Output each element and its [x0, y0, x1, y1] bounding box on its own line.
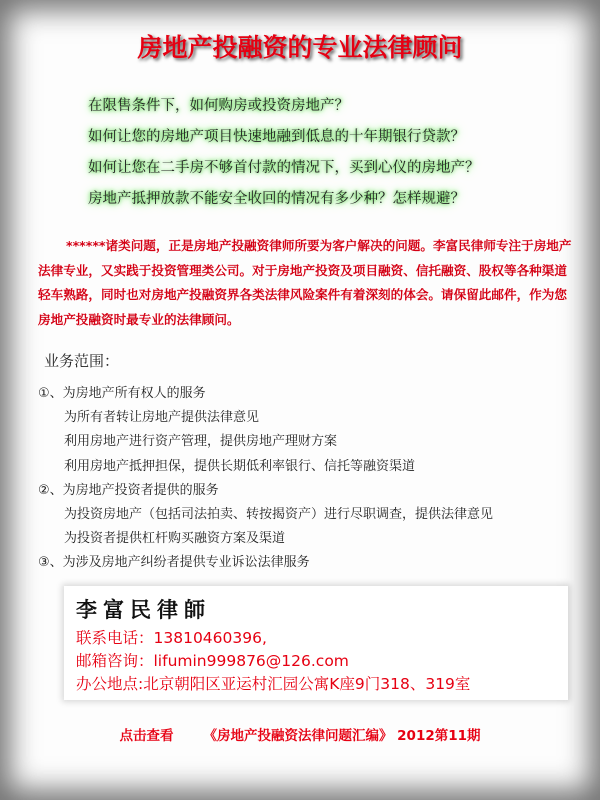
footer-line [0, 724, 600, 744]
scope-heading: 业务范围： [44, 352, 120, 370]
intro-paragraph [38, 234, 574, 332]
publication-title[interactable]: 《房地产投融资法律问题汇编》 2012第11期 [203, 728, 481, 744]
question-item: 房地产抵押放款不能安全收回的情况有多少种？怎样规避？ [88, 191, 465, 207]
contact-card [64, 586, 568, 700]
service-item: 为所有者转让房地产提供法律意见 [64, 410, 260, 426]
service-item: 利用房地产进行资产管理，提供房地产理财方案 [64, 434, 338, 450]
question-item: 在限售条件下，如何购房或投资房地产？ [88, 98, 349, 114]
question-item: 如何让您在二手房不够首付款的情况下，买到心仪的房地产？ [88, 160, 480, 176]
service-item: 为投资房地产（包括司法拍卖、转按揭资产）进行尽职调查，提供法律意见 [64, 506, 494, 522]
service-category: ②、为房地产投资者提供的服务 [38, 482, 219, 498]
service-category: ③、为涉及房地产纠纷者提供专业诉讼法律服务 [38, 555, 310, 571]
contact-address: 办公地点:北京朝阳区亚运村汇园公寓K座9门318、319室 [76, 675, 471, 693]
page-title: 房地产投融资的专业法律顾问 [137, 33, 463, 62]
contact-phone: 联系电话：13810460396, [76, 629, 267, 647]
service-item: 利用房地产抵押担保，提供长期低利率银行、信托等融资渠道 [64, 458, 416, 474]
service-list [38, 384, 578, 578]
lawyer-name: 李富民律師 [76, 597, 211, 622]
contact-email[interactable]: 邮箱咨询：lifumin999876@126.com [76, 652, 349, 670]
question-list [88, 96, 568, 220]
question-item: 如何让您的房地产项目快速地融到低息的十年期银行贷款？ [88, 129, 465, 145]
intro-text: ******诸类问题，正是房地产投融资律师所要为客户解决的问题。李富民律师专注于房地产法律专业，又实践于投资管理类公司。对于房地产投资及项目融资、信托融资、股权等各种渠道轻车熟路，同时也对房地产投融资界各类法律风险案件有着深刻的体会。请保留此邮件，作为您房地产投融资时最专业的法律顾问。 [38, 238, 572, 327]
service-category: ①、为房地产所有权人的服务 [38, 386, 206, 401]
service-item: 为投资者提供杠杆购买融资方案及渠道 [64, 531, 286, 547]
view-link[interactable]: 点击查看 [119, 728, 174, 744]
